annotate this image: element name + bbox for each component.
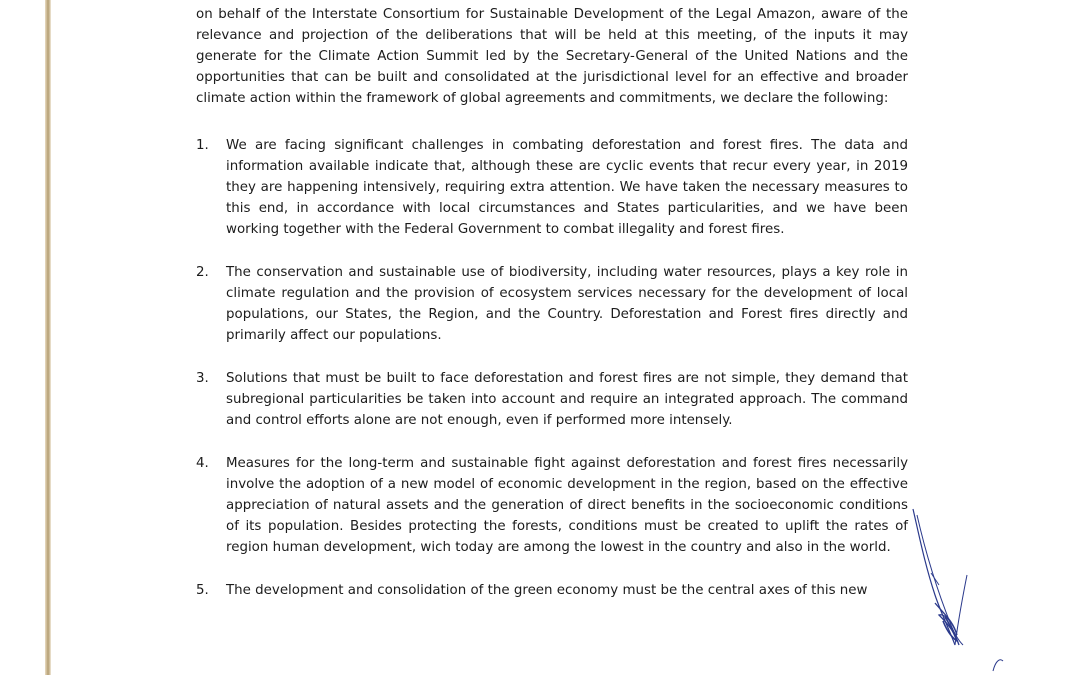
signature-mark <box>905 495 1015 675</box>
item-text: We are facing significant challenges in combating deforestation and forest fires. The data and information available indicate that, although these are cyclic events that recur every year, in 2019 they are happening intensively, requiring extra attention. We have taken the necessary measures to this end, in accordance with local circumstances and States particularities, and we have been working together with the Federal Government to combat illegality and forest fires. <box>226 138 908 237</box>
item-number: 3. <box>196 371 209 386</box>
list-item <box>196 262 908 346</box>
page-binding-edge <box>45 0 51 675</box>
list-item <box>196 135 908 240</box>
item-text: Solutions that must be built to face deforestation and forest fires are not simple, they demand that subregional particularities be taken into account and require an integrated approach. The command and control efforts alone are not enough, even if performed more intensely. <box>226 371 908 428</box>
list-item <box>196 453 908 558</box>
item-text: The conservation and sustainable use of biodiversity, including water resources, plays a key role in climate regulation and the provision of ecosystem services necessary for the development of local populations, our States, the Region, and the Country. Deforestation and Forest fires directly and primarily affect our populations. <box>226 265 908 343</box>
item-number: 4. <box>196 456 209 471</box>
item-number: 5. <box>196 583 209 598</box>
item-number: 1. <box>196 138 209 153</box>
item-text: The development and consolidation of the green economy must be the central axes of this new <box>226 583 868 598</box>
list-item <box>196 368 908 431</box>
intro-paragraph: on behalf of the Interstate Consortium for Sustainable Development of the Legal Amazon, aware of the relevance and projection of the deliberations that will be held at this meeting, of the inputs it may generate for the Climate Action Summit led by the Secretary-General of the United Nations and the opportunities that can be built and consolidated at the jurisdictional level for an effective and broader climate action within the framework of global agreements and commitments, we declare the following: <box>196 7 908 106</box>
document-page <box>196 4 908 623</box>
item-number: 2. <box>196 265 209 280</box>
item-text: Measures for the long-term and sustainable fight against deforestation and forest fires necessarily involve the adoption of a new model of economic development in the region, based on the effective appreciation of natural assets and the generation of direct benefits in the socioeconomic conditions of its population. Besides protecting the forests, conditions must be created to uplift the rates of region human development, wich today are among the lowest in the country and also in the world. <box>226 456 908 555</box>
declaration-list <box>196 135 908 601</box>
list-item <box>196 580 908 601</box>
